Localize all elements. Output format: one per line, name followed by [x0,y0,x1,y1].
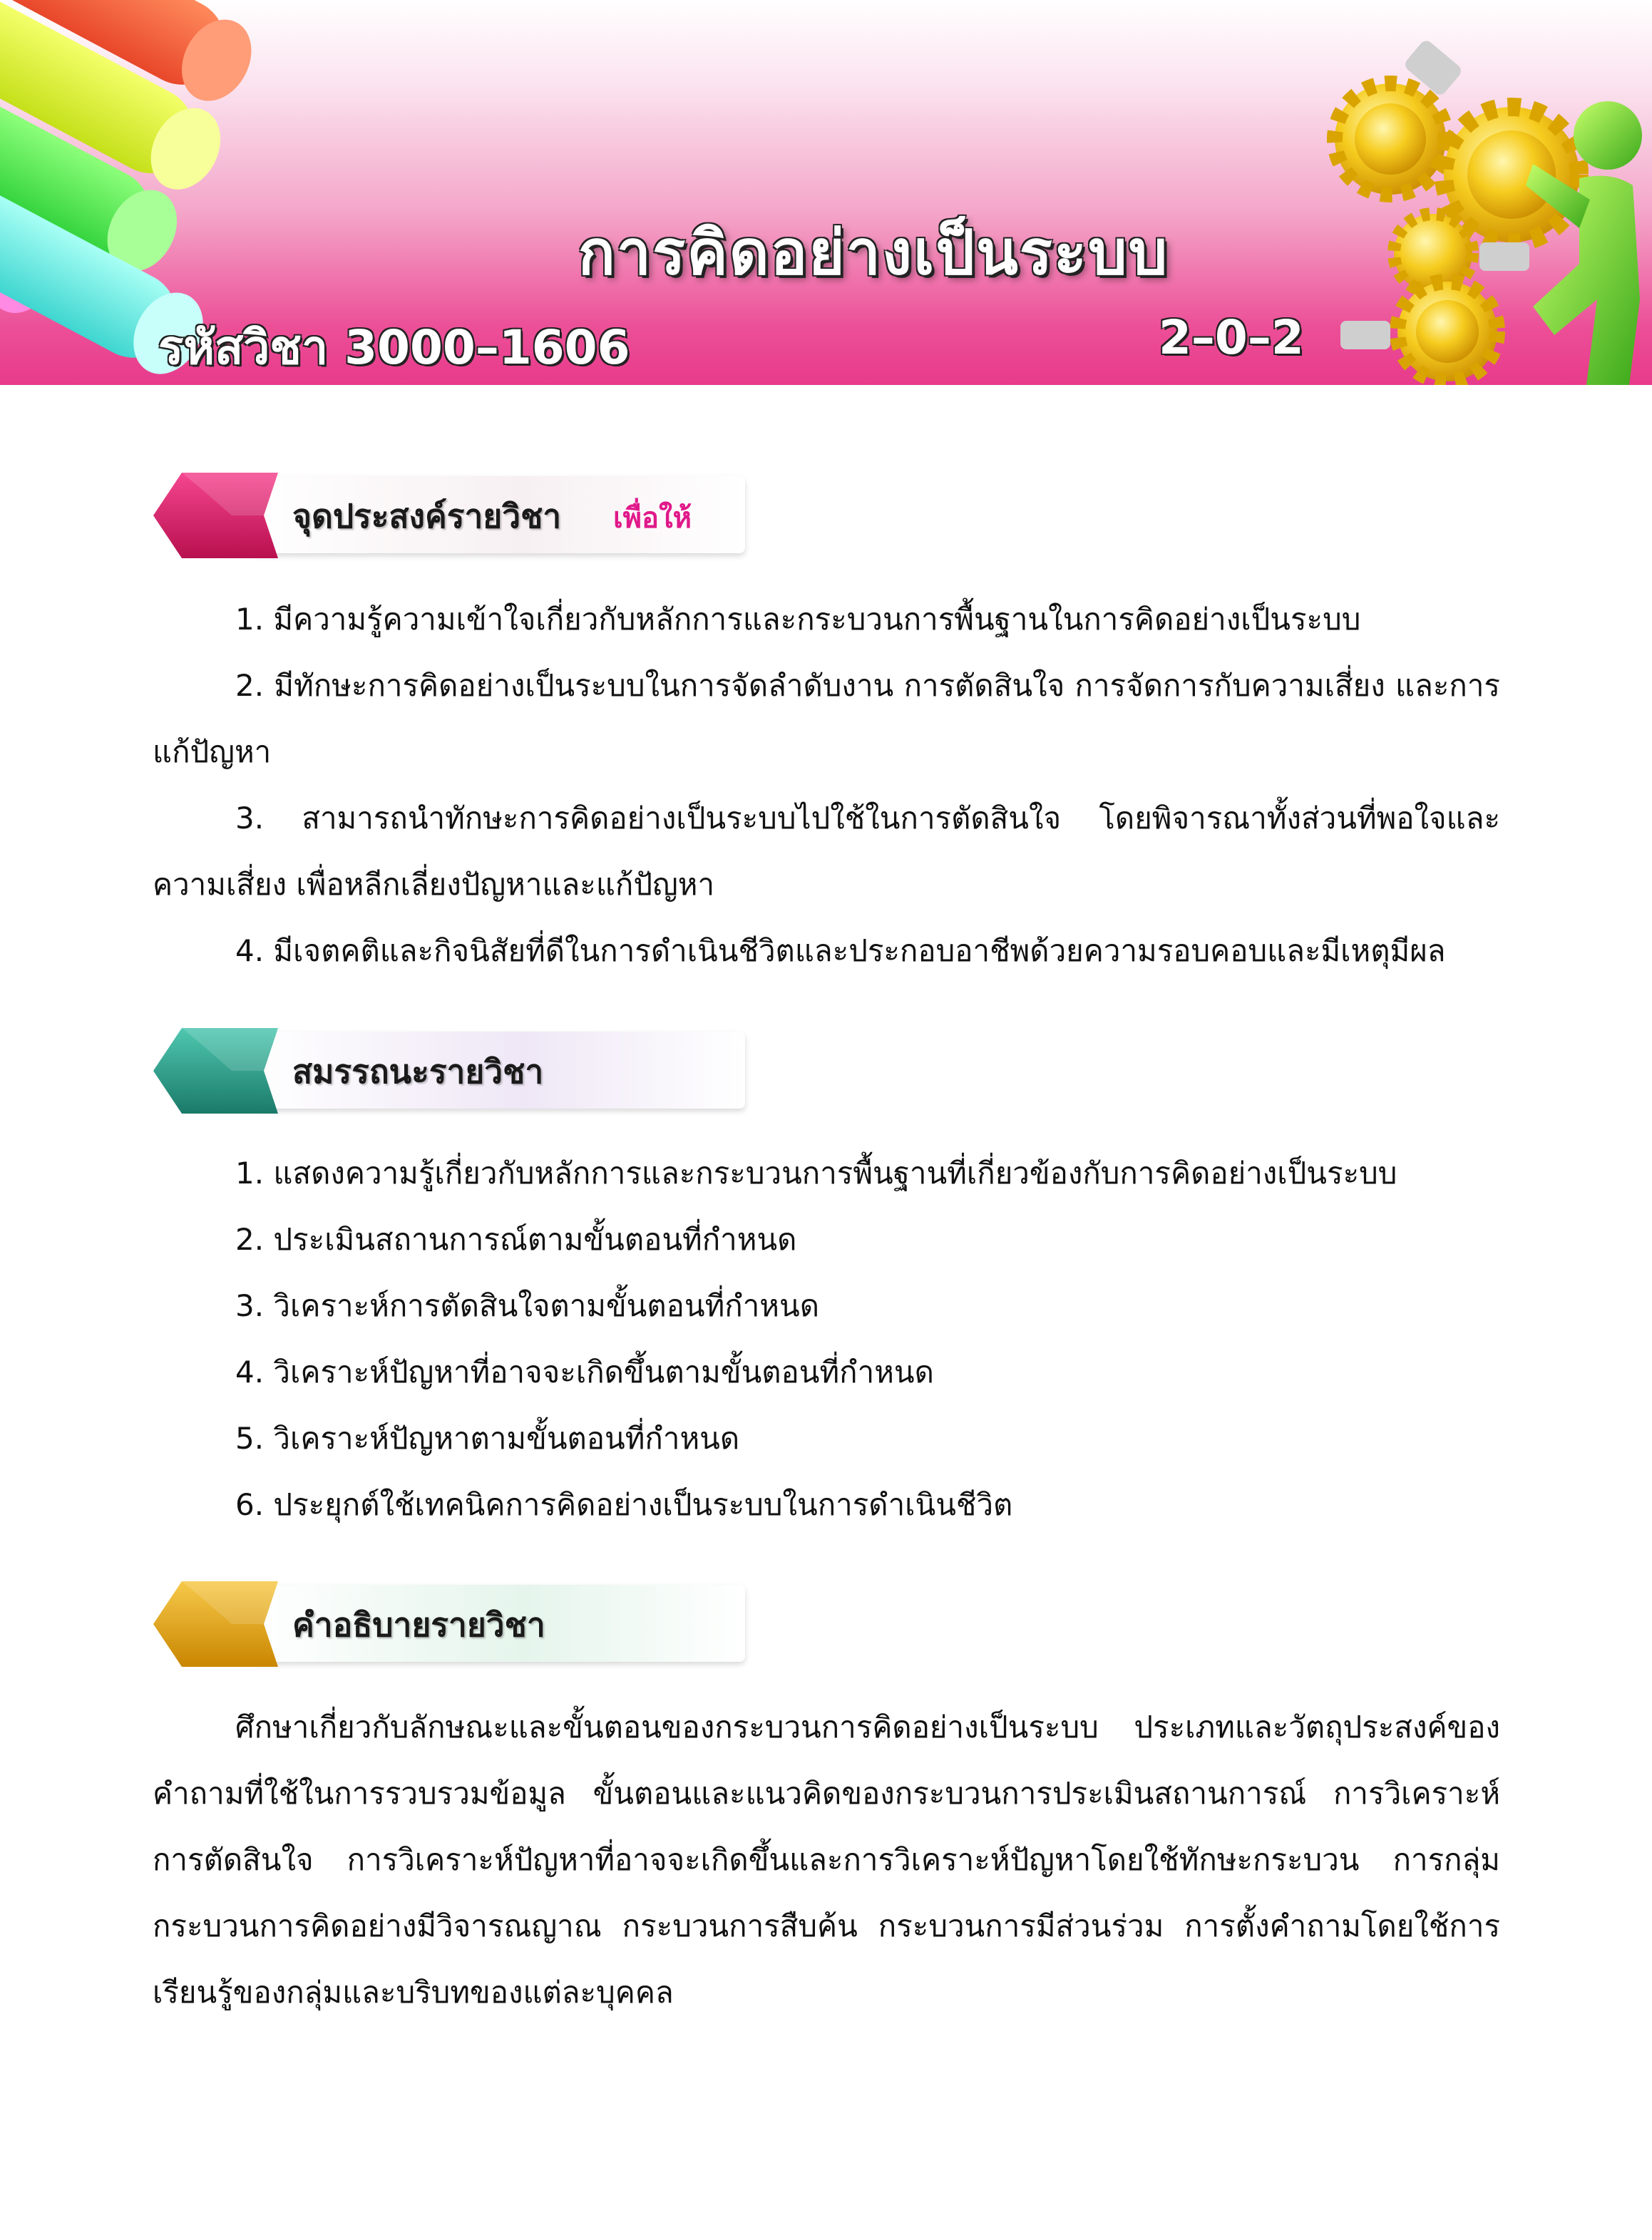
section-header-competencies [153,1024,745,1117]
teal-ribbon-tag [153,1024,282,1117]
section-heading-objectives: จุดประสงค์รายวิชา [292,497,562,535]
competency-item: 4. วิเคราะห์ปัญหาที่อาจจะเกิดขึ้นตามขั้นตอนที่กำหนด [235,1355,934,1389]
competency-item: 6. ประยุกต์ใช้เทคนิคการคิดอย่างเป็นระบบในการดำเนินชีวิต [235,1487,1013,1522]
gold-ribbon-tag [153,1578,282,1670]
course-credits: 2–0–2 [1159,310,1304,365]
course-description: ศึกษาเกี่ยวกับลักษณะและขั้นตอนของกระบวนการคิดอย่างเป็นระบบ ประเภทและวัตถุประสงค์ของคำถามที่ใช้ในการรวบรวมข้อมูล ขั้นตอนและแนวคิดของกระบวนการประเมินสถานการณ์ การวิเคราะห์การตัดสินใจ การวิเคราะห์ปัญหาที่อาจจะเกิดขึ้นและการวิเคราะห์ปัญหาโดยใช้ทักษะกระบวน การกลุ่ม กระบวนการคิดอย่างมีวิจารณญาณ กระบวนการสืบค้น กระบวนการมีส่วนร่วม การตั้งคำถามโดยใช้การเรียนรู้ของกลุ่มและบริบทของแต่ละบุคคล [153,1710,1500,2010]
objective-item: 3. สามารถนำทักษะการคิดอย่างเป็นระบบไปใช้ในการตัดสินใจ โดยพิจารณาทั้งส่วนที่พอใจและความเสี่ยง เพื่อหลีกเลี่ยงปัญหาและแก้ปัญหา [153,801,1500,902]
page-title: การคิดอย่างเป็นระบบ [578,217,1169,289]
objective-item: 1. มีความรู้ความเข้าใจเกี่ยวกับหลักการและกระบวนการพื้นฐานในการคิดอย่างเป็นระบบ [235,602,1361,637]
header-banner [0,0,1652,385]
section-subheading-objectives: เพื่อให้ [613,502,692,535]
pink-ribbon-tag [153,469,282,562]
competency-item: 2. ประเมินสถานการณ์ตามขั้นตอนที่กำหนด [235,1222,797,1257]
competency-item: 3. วิเคราะห์การตัดสินใจตามขั้นตอนที่กำหนด [235,1288,819,1323]
objective-item: 4. มีเจตคติและกิจนิสัยที่ดีในการดำเนินชีวิตและประกอบอาชีพด้วยความรอบคอบและมีเหตุมีผล [235,933,1446,968]
competency-item: 1. แสดงความรู้เกี่ยวกับหลักการและกระบวนการพื้นฐานที่เกี่ยวข้องกับการคิดอย่างเป็นระบบ [235,1156,1397,1191]
competency-item: 5. วิเคราะห์ปัญหาตามขั้นตอนที่กำหนด [235,1421,740,1456]
course-code: รหัสวิชา 3000–1606 [158,320,630,375]
section-header-objectives [153,469,745,562]
section-header-description [153,1578,745,1670]
section-heading-competencies: สมรรถนะรายวิชา [292,1052,544,1091]
objective-item: 2. มีทักษะการคิดอย่างเป็นระบบในการจัดลำดับงาน การตัดสินใจ การจัดการกับความเสี่ยง และการแก้ปัญหา [153,668,1500,769]
section-heading-description: คำอธิบายรายวิชา [292,1605,545,1644]
